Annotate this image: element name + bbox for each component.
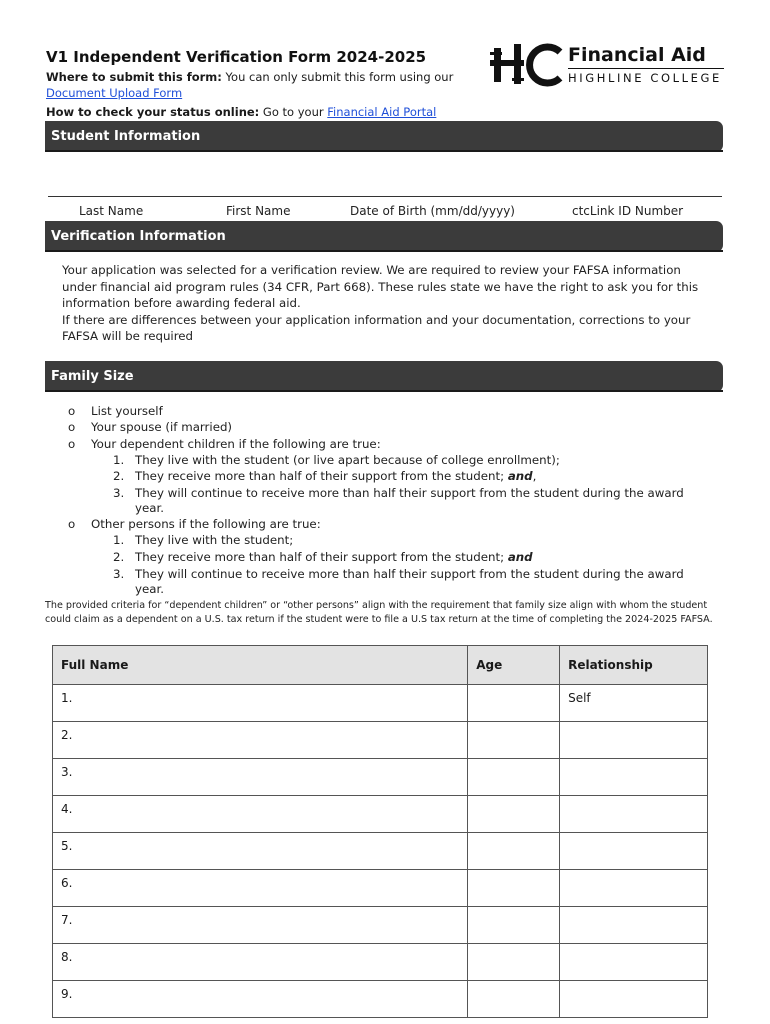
full-name-cell[interactable]: 6. (53, 870, 468, 907)
table-header-row (53, 646, 708, 685)
logo-divider (568, 68, 724, 69)
full-name-cell[interactable]: 4. (53, 796, 468, 833)
verification-information-heading: Verification Information (45, 221, 723, 252)
verification-paragraph (62, 262, 722, 345)
submit-text: You can only submit this form using our (221, 70, 454, 84)
full-name-header: Full Name (53, 646, 468, 685)
table-row (53, 833, 708, 870)
verification-line: Your application was selected for a verification review. We are required to review your FAFSA information (62, 263, 681, 277)
criteria-number: 2. (113, 550, 125, 564)
note-line: The provided criteria for “dependent children” or “other persons” align with the requirement that family size align with whom the student (45, 600, 708, 611)
relationship-cell[interactable] (560, 722, 708, 759)
relationship-cell[interactable] (560, 907, 708, 944)
table-row (53, 722, 708, 759)
family-item-yourself: List yourself (91, 404, 163, 418)
criteria-number: 2. (113, 469, 125, 483)
full-name-cell[interactable]: 5. (53, 833, 468, 870)
age-header: Age (468, 646, 560, 685)
other-criterion: They receive more than half of their support from the student; and (135, 550, 533, 564)
table-row (53, 870, 708, 907)
first-name-label: First Name (226, 204, 291, 218)
student-information-heading: Student Information (45, 121, 723, 152)
age-cell[interactable] (468, 944, 560, 981)
criteria-number: 3. (113, 567, 125, 581)
other-criterion: They live with the student; (135, 533, 294, 547)
relationship-cell[interactable]: Self (560, 685, 708, 722)
note-line: could claim as a dependent on a U.S. tax return if the student were to file a U.S tax return at the time of completing the 2024-2025 FAFSA. (45, 613, 713, 625)
table-row (53, 685, 708, 722)
age-cell[interactable] (468, 907, 560, 944)
status-label: How to check your status online: (46, 105, 260, 119)
ctclink-id-label: ctcLink ID Number (572, 204, 684, 218)
verification-line: information before awarding federal aid. (62, 296, 301, 310)
submit-link-line (46, 86, 182, 100)
financial-aid-portal-link[interactable]: Financial Aid Portal (327, 105, 437, 119)
bullet-icon: o (68, 404, 76, 418)
verification-line: If there are differences between your application information and your documentation, corrections to your (62, 312, 691, 327)
document-upload-link[interactable]: Document Upload Form (46, 86, 183, 100)
table-row (53, 944, 708, 981)
age-cell[interactable] (468, 981, 560, 1018)
bullet-icon: o (68, 517, 76, 531)
relationship-cell[interactable] (560, 759, 708, 796)
table-row (53, 759, 708, 796)
age-cell[interactable] (468, 796, 560, 833)
age-cell[interactable] (468, 870, 560, 907)
form-title: V1 Independent Verification Form 2024-2025 (46, 48, 427, 66)
family-size-heading: Family Size (45, 361, 723, 392)
other-criterion: They will continue to receive more than half their support from the student during the award (135, 567, 684, 581)
table-row (53, 796, 708, 833)
family-item-other-persons: Other persons if the following are true: (91, 517, 321, 531)
family-item-spouse: Your spouse (if married) (91, 420, 233, 434)
full-name-cell[interactable]: 1. (53, 685, 468, 722)
relationship-cell[interactable] (560, 981, 708, 1018)
verification-line: FAFSA will be required (62, 329, 194, 343)
criteria-number: 3. (113, 486, 125, 500)
status-instructions (46, 105, 436, 119)
children-criterion-continued: year. (135, 501, 164, 515)
age-cell[interactable] (468, 722, 560, 759)
children-criterion: They will continue to receive more than half their support from the student during the award (135, 486, 684, 500)
relationship-cell[interactable] (560, 944, 708, 981)
relationship-cell[interactable] (560, 870, 708, 907)
children-criterion: They live with the student (or live apart because of college enrollment); (135, 453, 560, 467)
bullet-icon: o (68, 420, 76, 434)
full-name-cell[interactable]: 8. (53, 944, 468, 981)
family-item-dependent-children: Your dependent children if the following are true: (91, 437, 381, 451)
full-name-cell[interactable]: 7. (53, 907, 468, 944)
age-cell[interactable] (468, 685, 560, 722)
full-name-cell[interactable]: 2. (53, 722, 468, 759)
relationship-cell[interactable] (560, 833, 708, 870)
verification-line: under financial aid program rules (34 CFR, Part 668). These rules state we have the right to ask you for this (62, 279, 699, 294)
relationship-header: Relationship (560, 646, 708, 685)
logo-subtitle: HIGHLINE COLLEGE (568, 71, 722, 85)
logo-title: Financial Aid (568, 44, 706, 66)
other-criterion-continued: year. (135, 582, 164, 596)
criteria-number: 1. (113, 453, 125, 467)
family-members-table (52, 645, 708, 1018)
status-text: Go to your (259, 105, 328, 119)
table-row (53, 981, 708, 1018)
age-cell[interactable] (468, 833, 560, 870)
highline-logo-icon (490, 42, 566, 88)
age-cell[interactable] (468, 759, 560, 796)
full-name-cell[interactable]: 3. (53, 759, 468, 796)
submit-label: Where to submit this form: (46, 70, 222, 84)
submit-instructions (46, 70, 453, 84)
full-name-cell[interactable]: 9. (53, 981, 468, 1018)
family-size-note (45, 599, 725, 626)
relationship-cell[interactable] (560, 796, 708, 833)
children-criterion: They receive more than half of their support from the student; and, (135, 469, 537, 483)
last-name-label: Last Name (79, 204, 144, 218)
bullet-icon: o (68, 437, 76, 451)
table-row (53, 907, 708, 944)
date-of-birth-label: Date of Birth (mm/dd/yyyy) (350, 204, 515, 218)
criteria-number: 1. (113, 533, 125, 547)
student-info-signature-line (48, 196, 722, 197)
